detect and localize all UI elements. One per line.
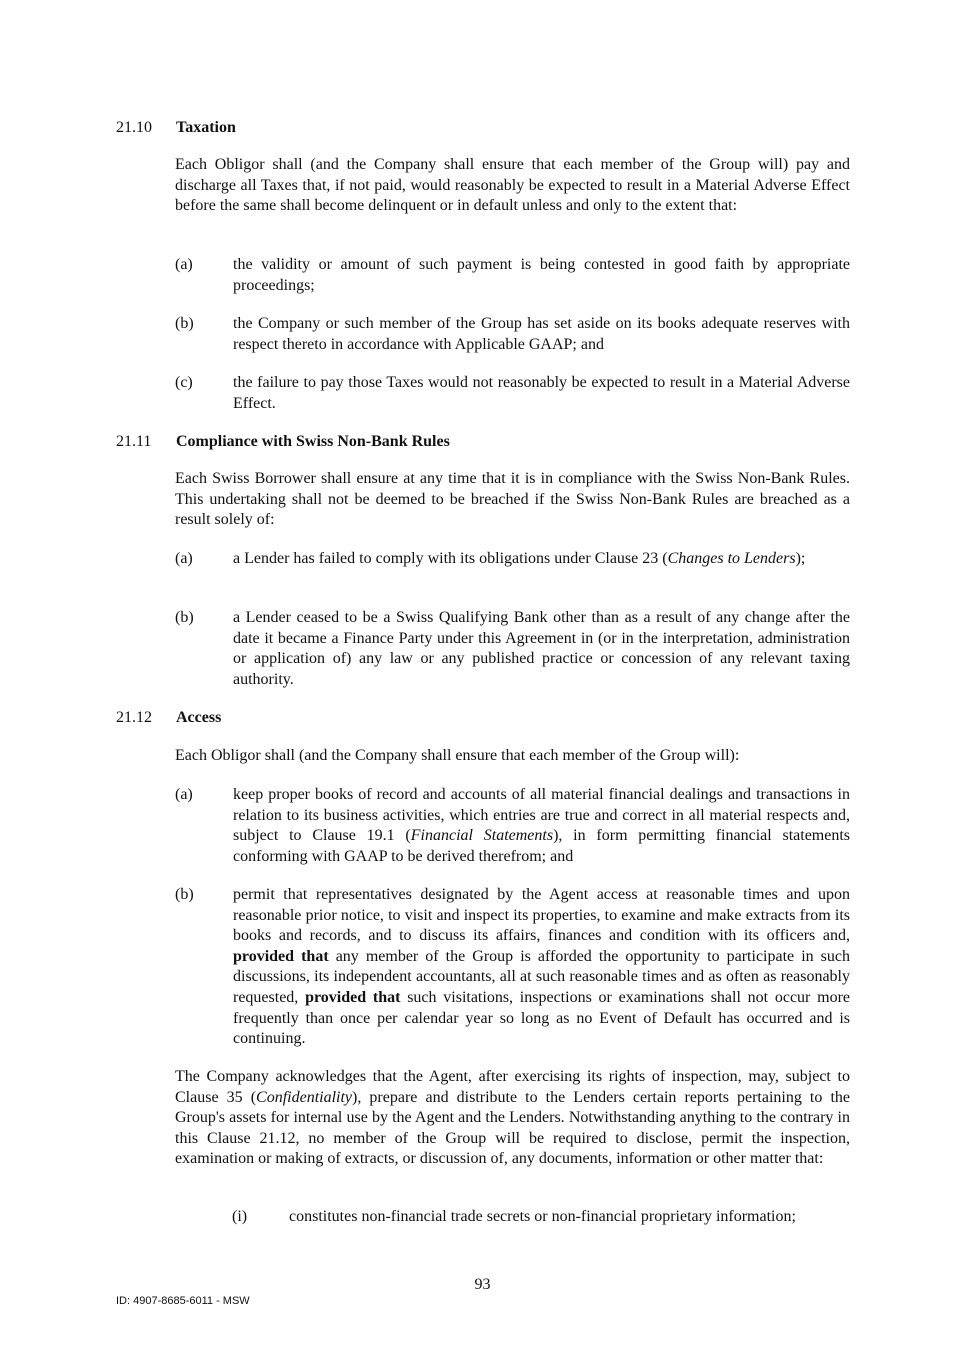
section-heading xyxy=(116,432,450,452)
section-intro: Each Swiss Borrower shall ensure at any time that it is in compliance with the Swiss Non-Bank Rules. This undertaking shall not be deemed to be breached if the Swiss Non-Bank Rules are breached as a result solely of: xyxy=(175,470,850,529)
item-label: (i) xyxy=(232,1208,248,1225)
item-text: a Lender has failed to comply with its obligations under Clause 23 (Changes to Lenders); xyxy=(233,550,806,567)
clause-reference: Changes to Lenders xyxy=(667,550,796,567)
item-label: (a) xyxy=(175,786,193,803)
section-heading xyxy=(116,708,221,728)
item-label: (b) xyxy=(175,886,194,903)
item-label: (b) xyxy=(175,609,194,626)
section-title: Compliance with Swiss Non-Bank Rules xyxy=(176,433,450,450)
emphasis: provided that xyxy=(305,988,401,1006)
page-number: 93 xyxy=(474,1276,491,1293)
list-item xyxy=(175,255,850,296)
list-item xyxy=(175,608,850,690)
item-text: permit that representatives designated by the Agent access at reasonable times and upon reasonable prior notice, to visit and inspect its properties, to examine and make extracts from its books and records, and to discuss its affairs, finances and condition with its officers and, provided that any member of the Group is afforded the opportunity to participate in such discussions, its independent accountants, all at such reasonable times and as often as reasonably requested, provided that such visitations, inspections or examinations shall not occur more frequently than once per calendar year so long as no Event of Default has occurred and is continuing. xyxy=(233,886,851,1048)
item-label: (c) xyxy=(175,374,193,391)
closing-paragraph: The Company acknowledges that the Agent, after exercising its rights of inspection, may, subject to Clause 35 (Confidentiality), prepare and distribute to the Lenders certain reports pertaining to the Group's assets for internal use by the Agent and the Lenders. Notwithstanding anything to the contrary in this Clause 21.12, no member of the Group will be required to disclose, permit the inspection, examination or making of extracts, or discussion of, any documents, information or other matter that: xyxy=(175,1068,851,1168)
emphasis: provided that xyxy=(233,947,329,965)
clause-reference: Financial Statements xyxy=(410,827,554,845)
section-intro: Each Obligor shall (and the Company shall ensure that each member of the Group will): xyxy=(175,747,740,764)
item-text: the Company or such member of the Group has set aside on its books adequate reserves with respect thereto in accordance with Applicable GAAP; and xyxy=(233,315,850,353)
section-title: Access xyxy=(176,709,222,726)
clause-reference: Confidentiality xyxy=(256,1088,353,1106)
list-item xyxy=(175,373,850,414)
section-number: 21.12 xyxy=(116,709,152,726)
item-text: a Lender ceased to be a Swiss Qualifying Bank other than as a result of any change after the date it became a Finance Party under this Agreement in (or in the interpretation, administration or application of) any law or any published practice or concession of any relevant taxing authority. xyxy=(233,609,850,688)
list-item xyxy=(175,785,850,867)
section-title: Taxation xyxy=(176,119,236,136)
item-text: keep proper books of record and accounts of all material financial dealings and transactions in relation to its business activities, which entries are true and correct in all material respects and, subject to Clause 19.1 (Financial Statements), in form permitting financial statements conforming with GAAP to be derived therefrom; and xyxy=(233,786,851,865)
section-heading xyxy=(116,118,236,138)
section-number: 21.10 xyxy=(116,119,152,136)
item-text: constitutes non-financial trade secrets or non-financial proprietary information; xyxy=(289,1208,796,1225)
item-label: (a) xyxy=(175,550,193,567)
item-text: the validity or amount of such payment is being contested in good faith by appropriate proceedings; xyxy=(233,256,850,294)
section-intro: Each Obligor shall (and the Company shall ensure that each member of the Group will) pay and discharge all Taxes that, if not paid, would reasonably be expected to result in a Material Adverse Effect before the same shall become delinquent or in default unless and only to the extent that: xyxy=(175,156,850,215)
list-item xyxy=(232,1207,850,1228)
document-id: ID: 4907-8685-6011 - MSW xyxy=(116,1295,250,1307)
list-item xyxy=(175,885,850,1050)
list-item xyxy=(175,314,850,355)
section-number: 21.11 xyxy=(116,433,152,450)
item-label: (a) xyxy=(175,256,193,273)
item-text: the failure to pay those Taxes would not reasonably be expected to result in a Material Adverse Effect. xyxy=(233,374,850,412)
list-item xyxy=(175,549,850,570)
item-label: (b) xyxy=(175,315,194,332)
